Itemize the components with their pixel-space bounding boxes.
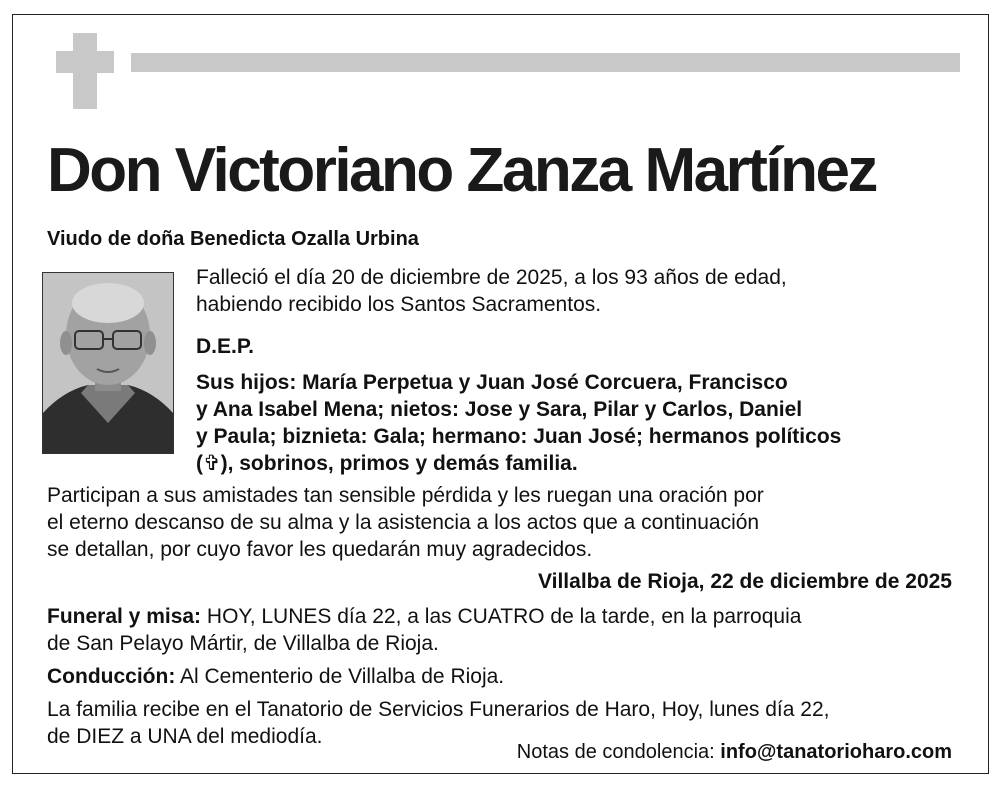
family-receive-line-1: La familia recibe en el Tanatorio de Servicios Funerarios de Haro, Hoy, lunes día 22, bbox=[47, 698, 830, 721]
family-receive-line-2: de DIEZ a UNA del mediodía. bbox=[47, 725, 323, 748]
dep-label: D.E.P. bbox=[196, 335, 254, 358]
death-line-1: Falleció el día 20 de diciembre de 2025, a los 93 años de edad, bbox=[196, 266, 787, 289]
death-line-2: habiendo recibido los Santos Sacramentos. bbox=[196, 293, 602, 316]
thanks-line-1: Participan a sus amistades tan sensible pérdida y les ruegan una oración por bbox=[47, 484, 764, 507]
condolence-label: Notas de condolencia: bbox=[516, 741, 721, 763]
place-date: Villalba de Rioja, 22 de diciembre de 2025 bbox=[538, 570, 952, 593]
deceased-name: Don Victoriano Zanza Martínez bbox=[47, 136, 876, 205]
funeral-line-2: de San Pelayo Mártir, de Villalba de Rioja. bbox=[47, 632, 439, 655]
family-line-2: y Ana Isabel Mena; nietos: Jose y Sara, Pilar y Carlos, Daniel bbox=[196, 398, 803, 421]
funeral-label: Funeral y misa: bbox=[47, 605, 202, 628]
condolence-email[interactable]: info@tanatorioharo.com bbox=[720, 741, 952, 763]
family-line-3: y Paula; biznieta: Gala; hermano: Juan José; hermanos políticos bbox=[196, 425, 842, 448]
header-rule bbox=[131, 53, 960, 72]
family-line-1: Sus hijos: María Perpetua y Juan José Corcuera, Francisco bbox=[196, 371, 788, 394]
widower-line: Viudo de doña Benedicta Ozalla Urbina bbox=[47, 228, 419, 250]
funeral-text: HOY, LUNES día 22, a las CUATRO de la tarde, en la parroquia bbox=[201, 605, 802, 628]
funeral-line-1 bbox=[47, 603, 801, 630]
cross-icon-arm bbox=[56, 51, 114, 73]
conduccion-line bbox=[47, 663, 504, 690]
portrait-photo bbox=[42, 272, 174, 454]
condolence-line bbox=[517, 739, 952, 766]
conduccion-text: Al Cementerio de Villalba de Rioja. bbox=[175, 665, 505, 688]
conduccion-label: Conducción: bbox=[47, 665, 176, 688]
thanks-line-3: se detallan, por cuyo favor les quedarán muy agradecidos. bbox=[47, 538, 593, 561]
thanks-line-2: el eterno descanso de su alma y la asistencia a los actos que a continuación bbox=[47, 511, 760, 534]
family-line-4: (✞), sobrinos, primos y demás familia. bbox=[196, 452, 578, 475]
